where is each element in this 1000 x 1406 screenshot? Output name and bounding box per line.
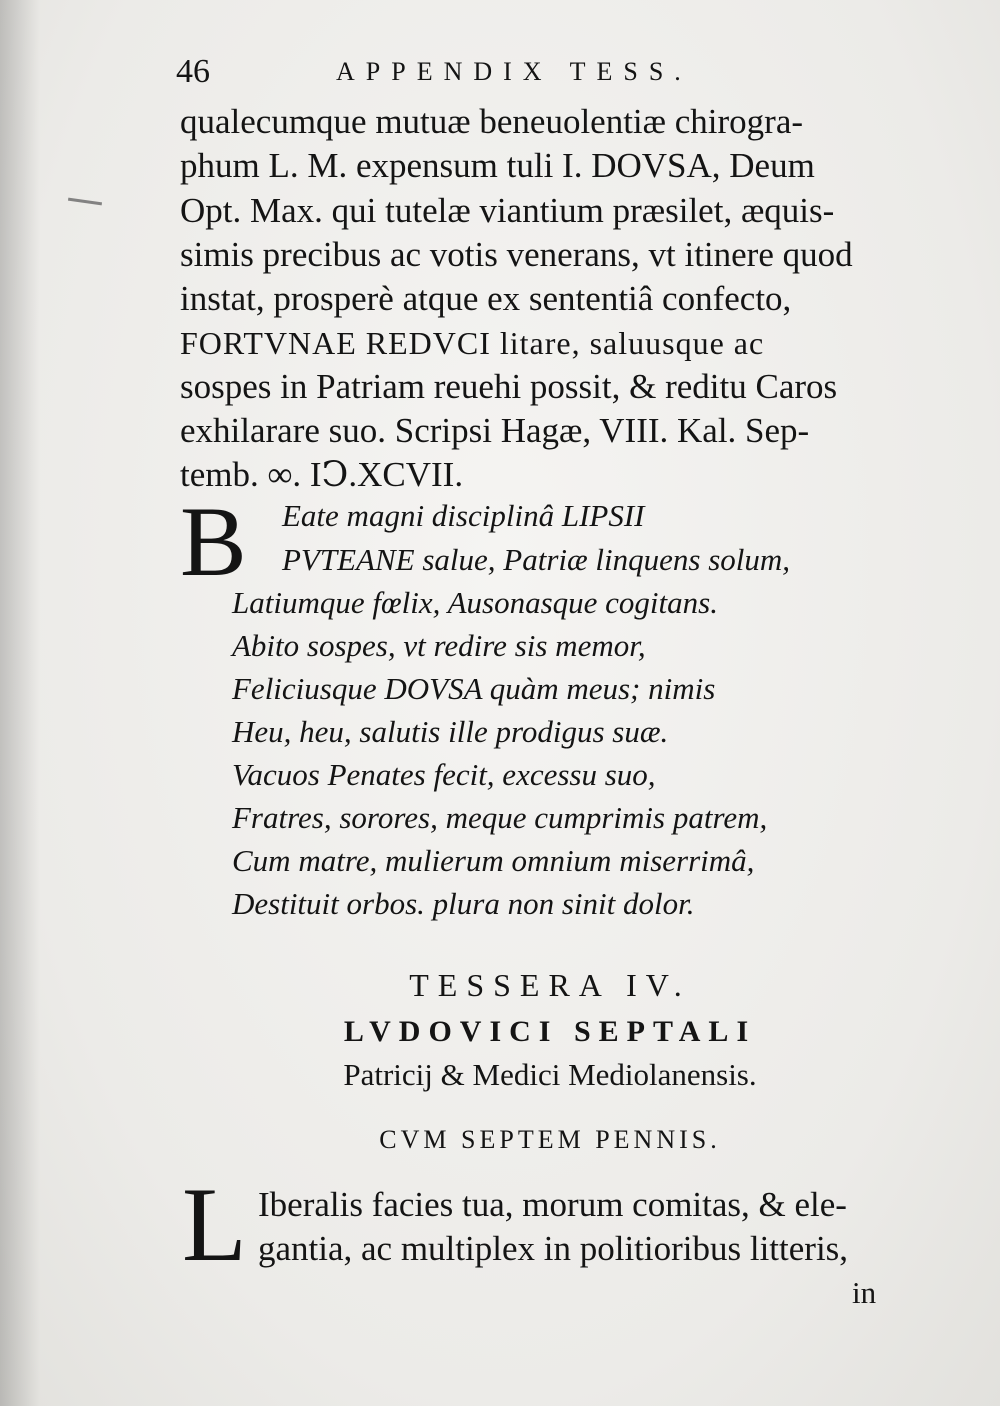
margin-mark [68, 198, 102, 206]
closing-line: Iberalis facies tua, morum comitas, & ele- [258, 1185, 847, 1224]
prose-line: Opt. Max. qui tutelæ viantium præsilet, æquis- [180, 191, 835, 230]
section-motto: CVM SEPTEM PENNIS. [379, 1125, 721, 1154]
poem-line: Abito sospes, vt redire sis memor, [232, 628, 646, 663]
prose-line: exhilarare suo. Scripsi Hagæ, VIII. Kal. Sep- [180, 411, 810, 450]
poem-line: Feliciusque DOVSA quàm meus; nimis [232, 671, 716, 706]
closing-line: gantia, ac multiplex in politioribus litteris, [258, 1229, 849, 1268]
page-number: 46 [176, 53, 210, 90]
poem-line: Heu, heu, salutis ille prodigus suæ. [232, 714, 669, 749]
binding-shadow [0, 0, 40, 1406]
prose-line: instat, prosperè atque ex sententiâ confecto, [180, 279, 792, 318]
poem-line: Cum matre, mulierum omnium miserrimâ, [232, 843, 755, 878]
poem-line: Fratres, sorores, meque cumprimis patrem, [232, 800, 768, 835]
prose-line: phum L. M. expensum tuli I. DOVSA, Deum [180, 146, 815, 185]
poem-line: PVTEANE salue, Patriæ linquens solum, [282, 542, 791, 577]
poem-line: Latiumque fœlix, Ausonasque cogitans. [232, 585, 718, 620]
section-heading: TESSERA IV. [409, 967, 691, 1003]
prose-line: simis precibus ac votis venerans, vt itinere quod [180, 235, 853, 274]
closing-dropcap: L [182, 1166, 247, 1283]
prose-line: qualecumque mutuæ beneuolentiæ chirogra- [180, 102, 804, 141]
prose-line: FORTVNAE REDVCI litare, saluusque ac [180, 325, 765, 361]
poem-line: Eate magni disciplinâ LIPSII [282, 498, 645, 533]
section-subtitle: Patricij & Medici Mediolanensis. [343, 1057, 757, 1092]
poem-line: Destituit orbos. plura non sinit dolor. [232, 886, 695, 921]
running-title: APPENDIX TESS. [336, 57, 692, 86]
person-name: LVDOVICI SEPTALI [343, 1015, 757, 1048]
catchword: in [852, 1275, 877, 1310]
prose-line: temb. ∞. IↃ.XCVII. [180, 455, 464, 494]
poem-line: Vacuos Penates fecit, excessu suo, [232, 757, 656, 792]
poem-dropcap: B [180, 486, 247, 597]
prose-line: sospes in Patriam reuehi possit, & reditu Caros [180, 367, 838, 406]
